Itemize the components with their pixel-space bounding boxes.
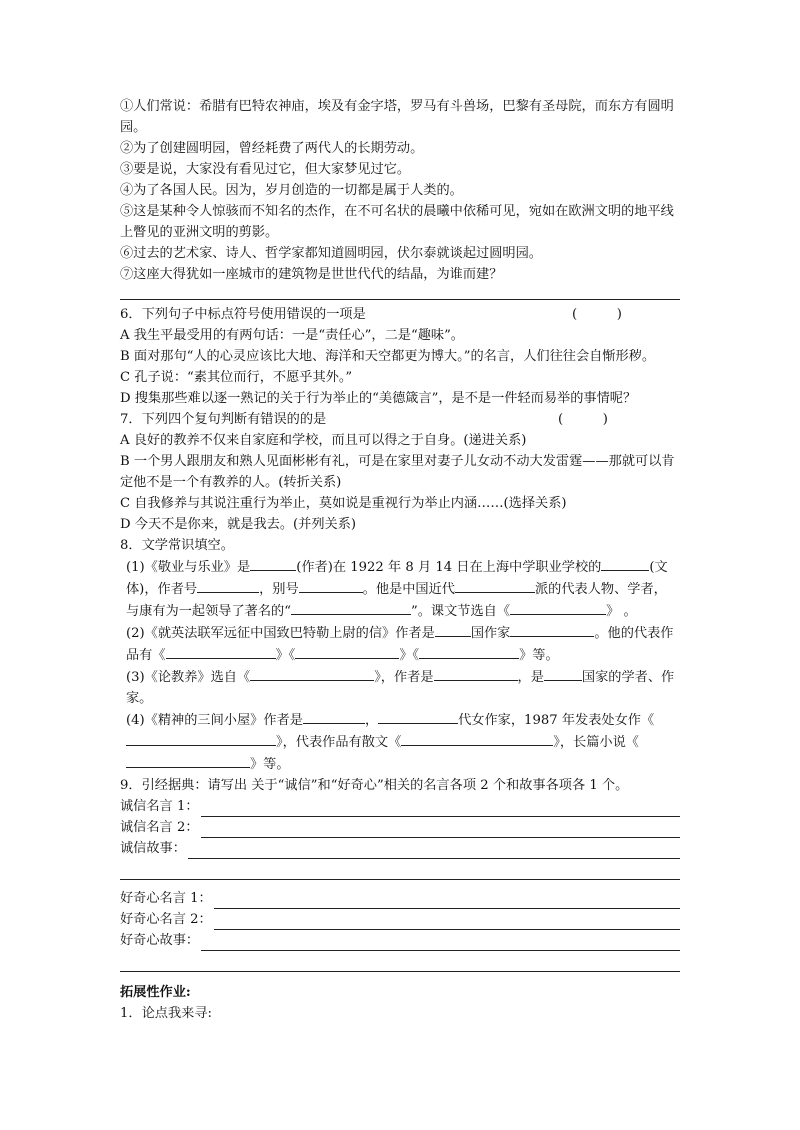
answer-line[interactable] — [120, 971, 680, 972]
passage-sentence-3: ③要是说，大家没有看见过它，但大家梦见过它。 — [120, 162, 411, 177]
fill-blank[interactable] — [378, 709, 458, 724]
question-7 — [120, 409, 680, 535]
question-8-stem: 8．文学常识填空。 — [120, 538, 234, 553]
fill-blank[interactable] — [291, 600, 411, 615]
fill-blank[interactable] — [601, 556, 649, 571]
answer-row: 诚信故事： — [120, 838, 680, 859]
answer-row: 诚信名言 1： — [120, 796, 680, 817]
answer-line[interactable] — [201, 801, 680, 817]
fill-blank[interactable] — [197, 578, 259, 593]
question-8-item-2: (2)《就英法联军远征中国致巴特勒上尉的信》作者是 国作家 。他的代表作品有《 》《 》《 》等。 — [120, 622, 680, 666]
fill-blank[interactable] — [434, 666, 518, 681]
fill-blank[interactable] — [455, 578, 535, 593]
fill-blank[interactable] — [303, 709, 365, 724]
extension-title: 拓展性作业: — [120, 985, 191, 1000]
question-7-option-a: A 良好的教养不仅来自家庭和学校，而且可以得之于自身。(递进关系) — [120, 433, 527, 448]
fill-blank[interactable] — [435, 622, 471, 637]
question-6 — [120, 304, 680, 409]
question-8 — [120, 535, 680, 775]
worksheet-page — [120, 96, 680, 1024]
question-6-stem: 6．下列句子中标点符号使用错误的一项是 — [120, 307, 366, 322]
question-9 — [120, 775, 680, 972]
answer-row: 好奇心名言 1： — [120, 888, 680, 909]
extension-item-1: 1．论点我来寻: — [120, 1006, 212, 1021]
question-8-item-1: (1)《敬业与乐业》是 (作者)在 1922 年 8 月 14 日在上海中学职业学校的 (文体)，作者号 ，别号 。他是中国近代 派的代表人物、学者，与康有为一起领导了著名的“ ”。课文节选自《 》 。 — [120, 556, 680, 622]
fill-blank[interactable] — [510, 600, 606, 615]
question-9-stem: 9．引经据典：请写出 关于“诚信”和“好奇心”相关的名言各项 2 个和故事各项各 1 个。 — [120, 778, 629, 793]
question-8-item-3: (3)《论教养》选自《 》，作者是 ，是 国家的学者、作家。 — [120, 666, 680, 709]
fill-blank[interactable] — [510, 622, 594, 637]
fill-blank[interactable] — [401, 731, 553, 746]
question-7-option-d: D 今天不是你来，就是我去。(并列关系) — [120, 517, 357, 532]
answer-row: 诚信名言 2： — [120, 817, 680, 838]
question-7-stem: 7．下列四个复句判断有错误的的是 — [120, 412, 327, 427]
fill-blank[interactable] — [299, 578, 363, 593]
answer-line[interactable] — [188, 843, 680, 859]
fill-blank[interactable] — [126, 753, 250, 768]
question-6-option-a: A 我生平最受用的有两句话：一是“责任心”，二是“趣味”。 — [120, 328, 464, 343]
reading-passage — [120, 96, 680, 285]
passage-sentence-5: ⑤这是某种令人惊骇而不知名的杰作，在不可名状的晨曦中依稀可见，宛如在欧洲文明的地平线上瞥见的亚洲文明的剪影。 — [120, 204, 674, 240]
passage-sentence-1: ①人们常说：希腊有巴特农神庙，埃及有金字塔，罗马有斗兽场，巴黎有圣母院，而东方有圆明园。 — [120, 99, 674, 135]
question-6-option-c: C 孔子说：“素其位而行，不愿乎其外。” — [120, 370, 353, 385]
passage-sentence-6: ⑥过去的艺术家、诗人、哲学家都知道圆明园，伏尔泰就谈起过圆明园。 — [120, 246, 542, 261]
fill-blank[interactable] — [544, 666, 582, 681]
question-7-option-c: C 自我修养与其说注重行为举止，莫如说是重视行为举止内涵……(选择关系) — [120, 496, 567, 511]
question-6-answer-paren[interactable]: ( ) — [572, 307, 622, 322]
passage-sentence-7: ⑦这座大得犹如一座城市的建筑物是世世代代的结晶，为谁而建？ — [120, 267, 503, 282]
answer-line[interactable] — [201, 822, 680, 838]
extension-section — [120, 982, 680, 1024]
fill-blank[interactable] — [295, 644, 399, 659]
fill-blank[interactable] — [166, 644, 276, 659]
fill-blank[interactable] — [126, 731, 276, 746]
question-7-answer-paren[interactable]: ( ) — [558, 412, 608, 427]
answer-line[interactable] — [120, 299, 680, 300]
answer-line[interactable] — [214, 893, 680, 909]
answer-line[interactable] — [201, 935, 680, 951]
fill-blank[interactable] — [250, 666, 374, 681]
fill-blank[interactable] — [250, 556, 296, 571]
answer-line[interactable] — [214, 914, 680, 930]
question-6-option-d: D 搜集那些难以逐一熟记的关于行为举止的“美德箴言”，是不是一件轻而易举的事情呢？ — [120, 391, 637, 406]
passage-sentence-2: ②为了创建圆明园，曾经耗费了两代人的长期劳动。 — [120, 141, 424, 156]
answer-row: 好奇心故事： — [120, 930, 680, 951]
fill-blank[interactable] — [419, 644, 519, 659]
question-8-item-4: (4)《精神的三间小屋》作者是 ， 代女作家，1987 年发表处女作《》，代表作品有散文《 》，长篇小说《》等。 — [120, 709, 680, 775]
question-6-option-b: B 面对那句“人的心灵应该比大地、海洋和天空都更为博大。”的名言，人们往往会自惭形秽。 — [120, 349, 656, 364]
question-7-option-b: B 一个男人跟朋友和熟人见面彬彬有礼，可是在家里对妻子儿女动不动大发雷霆——那就可以肯定他不是一个有教养的人。(转折关系) — [120, 454, 675, 490]
answer-row: 好奇心名言 2： — [120, 909, 680, 930]
passage-sentence-4: ④为了各国人民。因为，岁月创造的一切都是属于人类的。 — [120, 183, 463, 198]
